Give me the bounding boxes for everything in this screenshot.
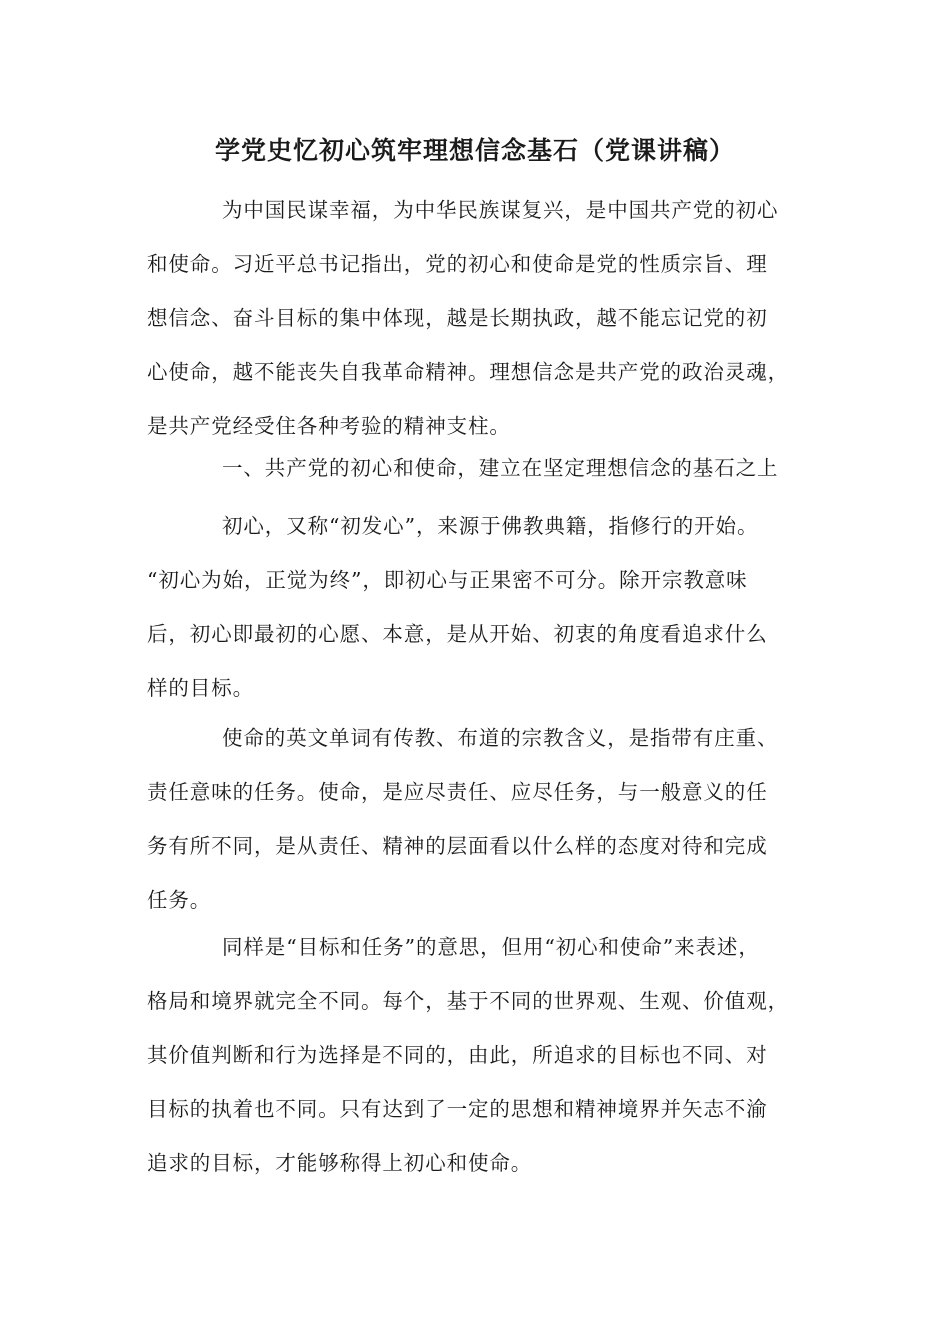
paragraph-chuxin <box>147 499 807 715</box>
paragraph-line: 是共产党经受住各种考验的精神支柱。 <box>147 414 511 438</box>
section-heading-line: 一、共产党的初心和使命，建立在坚定理想信念的基石之上 <box>222 456 779 480</box>
paragraph-line: 初心，又称“初发心”，来源于佛教典籍，指修行的开始。 <box>222 514 759 538</box>
paragraph-line: 和使命。习近平总书记指出，党的初心和使命是党的性质宗旨、理 <box>147 252 768 276</box>
paragraph-comparison <box>147 920 807 1190</box>
paragraph-line: 心使命，越不能丧失自我革命精神。理想信念是共产党的政治灵魂， <box>147 360 789 384</box>
paragraph-line: 其价值判断和行为选择是不同的，由此，所追求的目标也不同、对 <box>147 1043 768 1067</box>
paragraph-line: 使命的英文单词有传教、布道的宗教含义，是指带有庄重、 <box>222 726 779 750</box>
section-heading <box>147 441 807 495</box>
paragraph-line: 后，初心即最初的心愿、本意，是从开始、初衷的角度看追求什么 <box>147 622 768 646</box>
paragraph-line: 为中国民谋幸福，为中华民族谋复兴，是中国共产党的初心 <box>222 198 779 222</box>
paragraph-line: 样的目标。 <box>147 676 254 700</box>
paragraph-line: 同样是“目标和任务”的意思，但用“初心和使命”来表述， <box>222 935 760 959</box>
paragraph-line: “初心为始，正觉为终”，即初心与正果密不可分。除开宗教意味 <box>147 568 748 592</box>
paragraph-line: 责任意味的任务。使命，是应尽责任、应尽任务，与一般意义的任 <box>147 780 768 804</box>
paragraph-line: 务有所不同，是从责任、精神的层面看以什么样的态度对待和完成 <box>147 834 768 858</box>
paragraph-line: 目标的执着也不同。只有达到了一定的思想和精神境界并矢志不渝 <box>147 1097 768 1121</box>
paragraph-line: 追求的目标，才能够称得上初心和使命。 <box>147 1151 533 1175</box>
paragraph-line: 任务。 <box>147 888 212 912</box>
document-title: 学党史忆初心筑牢理想信念基石（党课讲稿） <box>214 136 735 165</box>
paragraph-shiming <box>147 711 807 927</box>
paragraph-intro <box>147 183 807 453</box>
paragraph-line: 想信念、奋斗目标的集中体现，越是长期执政，越不能忘记党的初 <box>147 306 768 330</box>
paragraph-line: 格局和境界就完全不同。每个，基于不同的世界观、生观、价值观， <box>147 989 789 1013</box>
